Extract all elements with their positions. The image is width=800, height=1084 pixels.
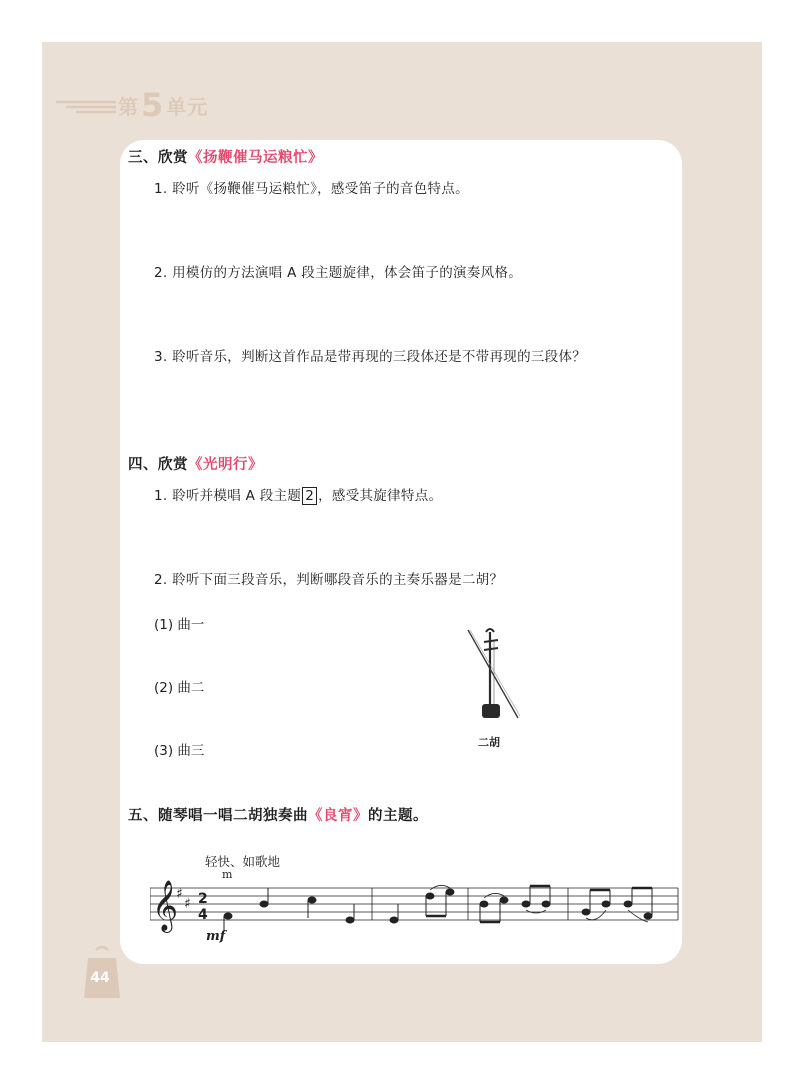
section4-title: 《光明行》 [188, 457, 263, 473]
option-2: (2) 曲二 [154, 680, 205, 696]
section4-question1 [154, 484, 442, 505]
section4-q1-text-end: ，感受其旋律特点。 [318, 488, 443, 504]
section5-label-end: 的主题。 [368, 808, 428, 824]
note-15 [644, 913, 652, 919]
treble-clef-icon: 𝄞 [152, 880, 179, 931]
note-4 [346, 917, 354, 923]
section3-label: 三、欣赏 [128, 150, 188, 166]
note-9 [500, 897, 508, 903]
note-7 [446, 889, 454, 895]
section3-question1: 1. 聆听《扬鞭催马运粮忙》，感受笛子的音色特点。 [154, 181, 469, 197]
note-14 [624, 901, 632, 907]
note-5 [390, 917, 398, 923]
dynamic-mark: mf [206, 929, 226, 944]
section4-question2: 2. 聆听下面三段音乐，判断哪段音乐的主奏乐器是二胡？ [154, 572, 504, 588]
unit-number: 5 [141, 86, 165, 124]
unit-title [118, 86, 209, 124]
tempo-marking: 轻快、如歌地 [205, 854, 281, 869]
unit-decoration-lines [56, 98, 116, 114]
note-12 [582, 909, 590, 915]
page-number: 44 [90, 970, 110, 986]
erhu-illustration [462, 624, 528, 724]
sharp-f-icon: ♯ [176, 886, 183, 902]
erhu-caption: 二胡 [478, 736, 500, 749]
note-6 [426, 893, 434, 899]
note-13 [602, 901, 610, 907]
section3-question2: 2. 用模仿的方法演唱 A 段主题旋律，体会笛子的演奏风格。 [154, 265, 522, 281]
section3-question3: 3. 聆听音乐，判断这首作品是带再现的三段体还是不带再现的三段体？ [154, 349, 587, 365]
sharp-c-icon: ♯ [184, 896, 191, 912]
section4-label: 四、欣赏 [128, 457, 188, 473]
unit-prefix: 第 [118, 95, 139, 119]
section5-heading [128, 804, 428, 825]
note-8 [480, 901, 488, 907]
option-3: (3) 曲三 [154, 743, 205, 759]
option-1: (1) 曲一 [154, 617, 205, 633]
section5-label: 五、随琴唱一唱二胡独奏曲 [128, 808, 308, 824]
music-staff [150, 860, 682, 950]
section5-title: 《良宵》 [308, 808, 368, 824]
section3-heading [128, 146, 323, 167]
unit-suffix: 单元 [166, 95, 209, 119]
time-signature-top: 2 [198, 891, 208, 907]
theme-number-box: 2 [302, 487, 317, 505]
section4-heading [128, 453, 263, 474]
note-2 [260, 901, 268, 907]
time-signature-bottom: 4 [198, 907, 208, 923]
section3-title: 《扬鞭催马运粮忙》 [188, 150, 323, 166]
technique-mark: m [222, 868, 233, 881]
note-3 [308, 897, 316, 903]
section4-q1-text: 1. 聆听并模唱 A 段主题 [154, 488, 302, 504]
note-11 [542, 901, 550, 907]
note-10 [522, 901, 530, 907]
note-1 [224, 913, 232, 919]
